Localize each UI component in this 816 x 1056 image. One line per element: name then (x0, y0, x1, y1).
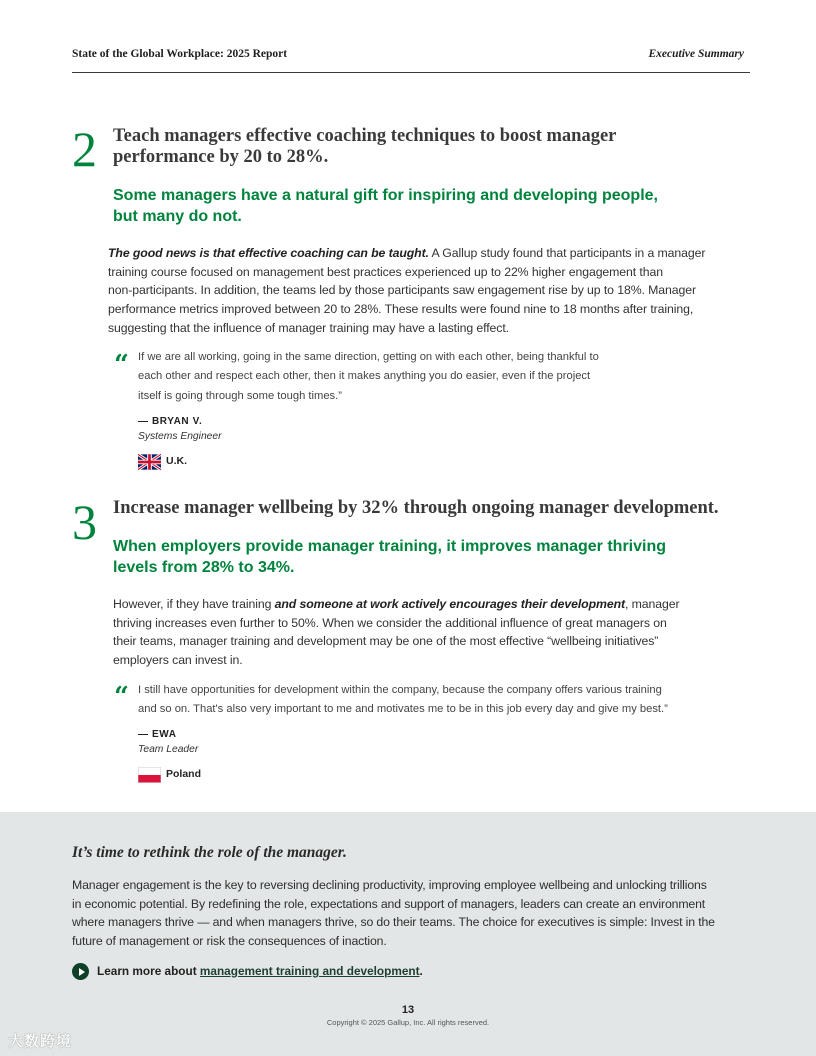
closing-line: Manager engagement is the key to reversing declining productivity, improving employee wellbeing and unlocking trillions (72, 878, 707, 892)
body-text-span: A Gallup study found that participants in a manager (428, 246, 706, 260)
quote-author-role: Systems Engineer (138, 431, 222, 442)
section-2-subtitle-line: Some managers have a natural gift for inspiring and developing people, (113, 187, 658, 204)
report-title: State of the Global Workplace: 2025 Report (72, 48, 288, 60)
body-lead-emphasis: The good news is that effective coaching can be taught. (108, 246, 429, 260)
section-2-subtitle (113, 185, 658, 227)
section-3-title: Increase manager wellbeing by 32% through ongoing manager development. (113, 498, 719, 518)
closing-line: future of management or risk the consequences of inaction. (72, 933, 387, 948)
section-3-subtitle (113, 536, 666, 578)
body-text-span: , manager (624, 597, 680, 611)
quote-mark-icon: “ (114, 350, 129, 380)
body-line (108, 244, 738, 263)
section-3-subtitle-line: When employers provide manager training, it improves manager thriving (113, 538, 667, 555)
body-line: non-participants. In addition, the teams led by those participants saw engagement rise by up to 18%. Manager (108, 283, 697, 298)
body-text-span: However, if they have training (113, 597, 275, 611)
quote-line: each other and respect each other, then it makes anything you do easier, even if the project (138, 370, 591, 383)
quote-text (138, 348, 738, 406)
page-header (72, 46, 750, 73)
section-3-subtitle-line: levels from 28% to 34%. (113, 559, 295, 576)
closing-line: where managers thrive — and when managers thrive, so do their teams. The choice for executives is simple: Invest in the (72, 915, 715, 930)
quote-author-name: — BRYAN V. (138, 416, 203, 427)
body-line (113, 595, 743, 614)
section-name: Executive Summary (648, 48, 744, 60)
country-name: U.K. (166, 455, 187, 467)
section-2-title-line: performance by 20 to 28%. (113, 147, 329, 167)
quote-line: and so on. That's also very important to me and motivates me to be in this job every day and give my best.” (138, 703, 668, 716)
section-2-body (108, 244, 738, 338)
poland-flag-icon (138, 767, 161, 783)
quote-line: I still have opportunities for development within the company, because the company offers various training (138, 684, 662, 696)
uk-flag-icon (138, 454, 161, 470)
section-number-3: 3 (72, 494, 97, 550)
body-line: employers can invest in. (113, 653, 243, 668)
learn-more-suffix: . (419, 964, 423, 978)
body-line: performance metrics improved between 20 to 28%. These results were found nine to 18 months after training, (108, 302, 694, 317)
copyright: Copyright © 2025 Gallup, Inc. All rights reserved. (326, 1018, 490, 1027)
body-line: their teams, manager training and development may be one of the most effective “wellbeing initiatives” (113, 634, 659, 649)
section-3-body (113, 595, 743, 670)
quote-author-role: Team Leader (138, 744, 199, 755)
closing-text (72, 876, 752, 950)
quote-mark-icon: “ (114, 682, 129, 712)
body-line: thriving increases even further to 50%. When we consider the additional influence of great managers on (113, 615, 667, 630)
body-line: training course focused on management best practices experienced up to 22% higher engagement than (108, 264, 663, 279)
section-2-title (113, 126, 616, 168)
watermark-logo: 大数跨境 (8, 1033, 73, 1050)
body-line: suggesting that the influence of manager training may have a lasting effect. (108, 320, 509, 335)
quote-line: If we are all working, going in the same direction, getting on with each other, being thankful to (138, 351, 599, 363)
section-2-title-line: Teach managers effective coaching techniques to boost manager (113, 126, 617, 146)
play-arrow-icon[interactable] (72, 963, 89, 980)
quote-author-name: — EWA (138, 729, 177, 740)
quote-text (138, 681, 748, 720)
quote-line: itself is going through some tough times.” (138, 389, 342, 402)
management-training-link[interactable]: management training and development (199, 964, 420, 978)
closing-title: It’s time to rethink the role of the manager. (72, 844, 347, 861)
body-emphasis: and someone at work actively encourages their development (274, 597, 625, 611)
closing-line: in economic potential. By redefining the role, expectations and support of managers, leaders can create an environment (72, 896, 706, 911)
section-2-subtitle-line: but many do not. (113, 208, 242, 225)
section-number-2: 2 (72, 121, 97, 177)
country-name: Poland (166, 768, 202, 780)
learn-more-text (97, 964, 423, 978)
learn-more-prefix: Learn more about (97, 964, 200, 978)
page-number: 13 (401, 1004, 415, 1016)
